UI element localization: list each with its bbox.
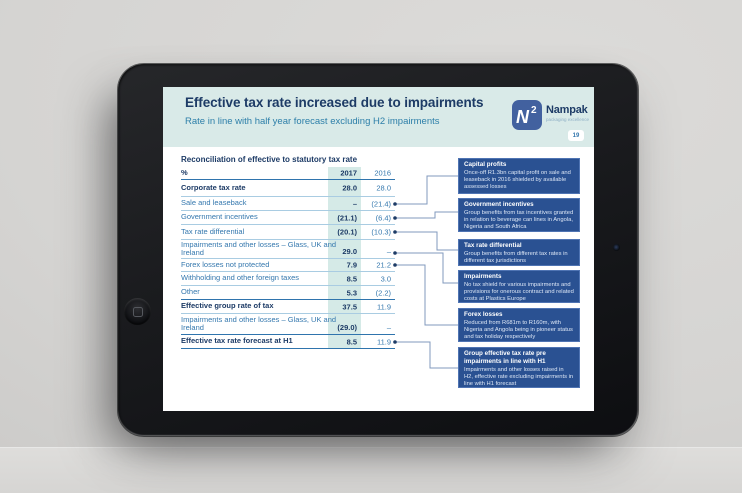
value-2016: 11.9 <box>376 337 391 346</box>
value-2017: (21.1) <box>337 213 357 222</box>
front-camera-icon <box>613 244 620 251</box>
table-row <box>181 180 395 197</box>
callout-body: Once-off R1.3bn capital profit on sale and leaseback in 2016 shielded by available assessed losses <box>464 169 571 191</box>
row-label: Effective group rate of tax <box>181 301 274 311</box>
callout-heading: Forex losses <box>464 311 503 318</box>
table-header-row <box>181 167 395 180</box>
column-header-2016: 2016 <box>374 168 391 178</box>
row-label: Forex losses not protected <box>181 259 270 269</box>
slide-title: Effective tax rate increased due to impairments <box>185 95 484 110</box>
tax-table <box>181 167 395 349</box>
row-label: Effective tax rate forecast at H1 <box>181 336 293 346</box>
value-2016: (2.2) <box>375 288 391 297</box>
callout-body: Group benefits from different tax rates in different tax jurisdictions <box>464 250 568 265</box>
value-2017: 8.5 <box>346 337 357 346</box>
table-row <box>181 314 395 335</box>
callout-heading: Group effective tax rate pre impairments in line with H1 <box>464 350 546 365</box>
row-label: Tax rate differential <box>181 226 245 236</box>
callout-body: Impairments and other losses raised in H2, effective rate excluding impairments in line with H1 forecast <box>464 366 574 388</box>
table-row <box>181 335 395 349</box>
slide-subtitle: Rate in line with half year forecast excluding H2 impairments <box>185 116 440 127</box>
row-label: Impairments and other losses – Glass, UK and Ireland <box>181 314 337 332</box>
value-2016: 21.2 <box>376 260 391 270</box>
callout-heading: Government incentives <box>464 201 534 208</box>
callout-body: Reduced from R681m to R160m, with Nigeria and Angola being in pioneer status and tax holiday respectively <box>464 319 573 341</box>
value-2017: – <box>352 199 357 208</box>
callout-heading: Impairments <box>464 273 502 280</box>
nampak-logo <box>512 100 594 130</box>
callout-forex-losses <box>458 308 580 342</box>
value-2016: – <box>386 247 391 256</box>
table-row <box>181 225 395 240</box>
value-2016: 11.9 <box>376 302 391 311</box>
value-2017: 5.3 <box>346 288 357 297</box>
value-2016: (10.3) <box>371 227 391 237</box>
home-button-square-icon <box>133 307 143 317</box>
callout-government-incentives <box>458 198 580 232</box>
callout-body: No tax shield for various impairments and provisions for onerous contract and related costs at Plastics Europe <box>464 281 574 303</box>
value-2017: (20.1) <box>337 227 357 237</box>
callout-heading: Tax rate differential <box>464 242 522 249</box>
table-row <box>181 240 395 259</box>
row-label: Government incentives <box>181 212 258 222</box>
page-number-badge: 19 <box>568 130 584 141</box>
table-row <box>181 259 395 272</box>
logo-wordmark: Nampak <box>546 104 588 116</box>
callout-body: Group benefits from tax incentives granted in relation to beverage can lines in Angola, Nigeria and South Africa <box>464 209 574 231</box>
table-title: Reconciliation of effective to statutory tax rate <box>181 155 358 164</box>
row-label: Withholding and other foreign taxes <box>181 273 299 283</box>
row-label: Impairments and other losses – Glass, UK and Ireland <box>181 239 337 257</box>
value-2017: 29.0 <box>342 247 357 256</box>
column-header-2017: 2017 <box>340 168 357 178</box>
table-row <box>181 272 395 286</box>
callout-heading: Capital profits <box>464 161 507 168</box>
presentation-slide <box>163 87 594 411</box>
table-row <box>181 300 395 314</box>
row-label: Sale and leaseback <box>181 198 247 208</box>
value-2017: 28.0 <box>342 183 357 193</box>
value-2016: (21.4) <box>371 199 391 208</box>
value-2016: (6.4) <box>375 213 391 222</box>
value-2017: 7.9 <box>346 260 357 270</box>
callout-group-effective-tax-rate <box>458 347 580 388</box>
callout-tax-rate-differential <box>458 239 580 266</box>
value-2017: 37.5 <box>342 302 357 311</box>
row-label: Other <box>181 287 200 297</box>
svg-text:2: 2 <box>531 105 537 116</box>
tablet-device <box>118 64 638 436</box>
value-2017: 8.5 <box>346 274 357 283</box>
home-button[interactable] <box>124 298 151 325</box>
value-2017: (29.0) <box>337 323 357 332</box>
value-2016: 3.0 <box>380 274 391 283</box>
logo-tagline: packaging excellence <box>546 117 590 122</box>
value-2016: – <box>386 323 391 332</box>
svg-text:N: N <box>516 107 529 127</box>
table-row <box>181 211 395 225</box>
tablet-screen <box>163 87 594 411</box>
callout-impairments <box>458 270 580 303</box>
table-row <box>181 286 395 300</box>
column-header-percent: % <box>181 167 188 177</box>
table-row <box>181 197 395 211</box>
table-surface <box>0 447 742 493</box>
value-2016: 28.0 <box>376 183 391 193</box>
row-label: Corporate tax rate <box>181 182 246 192</box>
nampak-logo-icon <box>512 100 542 130</box>
callout-capital-profits <box>458 158 580 194</box>
